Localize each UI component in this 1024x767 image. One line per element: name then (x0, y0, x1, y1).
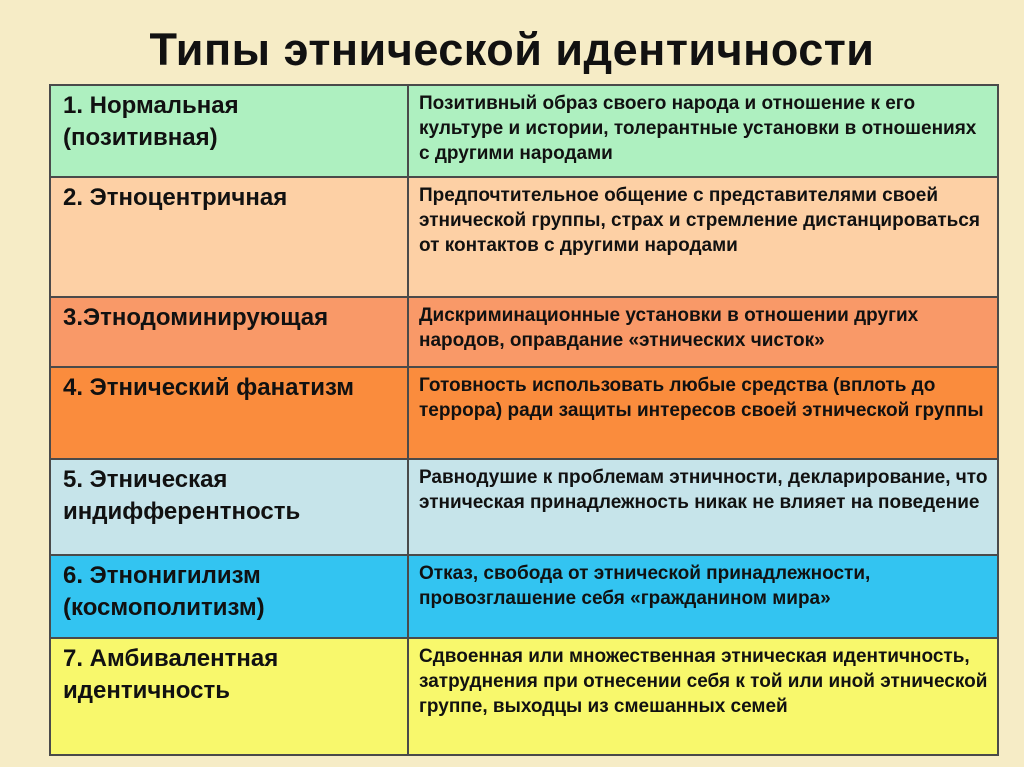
table-row (50, 367, 998, 459)
type-description-cell: Дискриминационные установки в отношении других народов, оправдание «этнических чисток» (408, 297, 998, 367)
type-name-cell: 3.Этнодоминирующая (50, 297, 408, 367)
type-description-cell: Готовность использовать любые средства (вплоть до террора) ради защиты интересов своей этнической группы (408, 367, 998, 459)
type-name-cell: 7. Амбивалентная идентичность (50, 638, 408, 755)
page-title: Типы этнической идентичности (149, 24, 875, 75)
table-row (50, 555, 998, 638)
type-description-cell: Позитивный образ своего народа и отношение к его культуре и истории, толерантные установки в отношениях с другими народами (408, 85, 998, 177)
type-name-cell: 4. Этнический фанатизм (50, 367, 408, 459)
type-description-cell: Равнодушие к проблемам этничности, декларирование, что этническая принадлежность никак не влияет на поведение (408, 459, 998, 555)
table-row (50, 297, 998, 367)
table-row (50, 85, 998, 177)
type-name-cell: 5. Этническая индифферентность (50, 459, 408, 555)
table-row (50, 638, 998, 755)
type-name-cell: 1. Нормальная (позитивная) (50, 85, 408, 177)
table-row (50, 177, 998, 297)
table-row (50, 459, 998, 555)
type-description-cell: Предпочтительное общение с представителями своей этнической группы, страх и стремление дистанцироваться от контактов с другими народами (408, 177, 998, 297)
type-name-cell: 6. Этнонигилизм (космополитизм) (50, 555, 408, 638)
type-name-cell: 2. Этноцентричная (50, 177, 408, 297)
type-description-cell: Отказ, свобода от этнической принадлежности, провозглашение себя «гражданином мира» (408, 555, 998, 638)
identity-types-table (49, 84, 999, 756)
type-description-cell: Сдвоенная или множественная этническая идентичность, затруднения при отнесении себя к той или иной этнической группе, выходцы из смешанных семей (408, 638, 998, 755)
